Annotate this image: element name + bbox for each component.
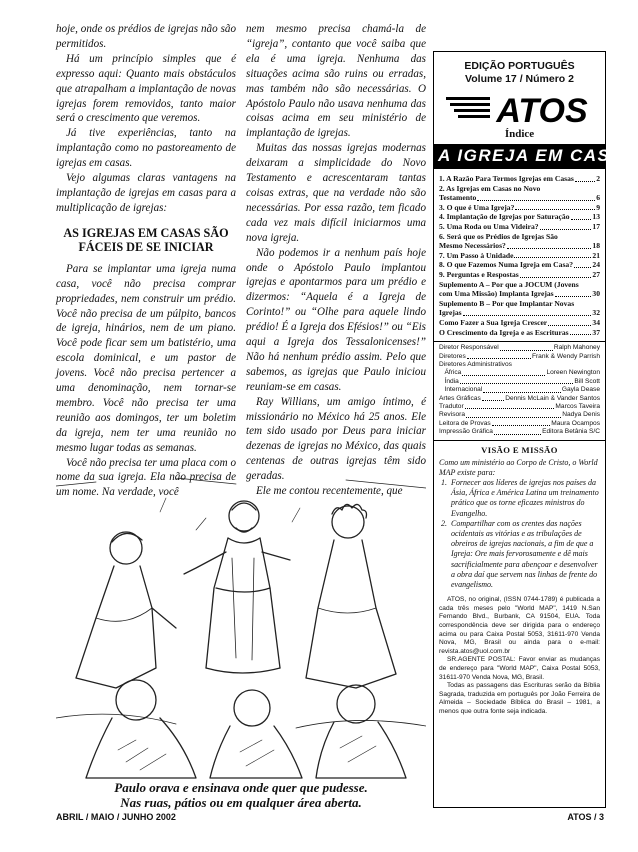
staff-leader: [494, 428, 541, 434]
staff-name: Loreen Newington: [546, 369, 600, 377]
vision-mission: [434, 440, 605, 591]
article-column-2: [246, 22, 426, 499]
staff-row: [439, 395, 600, 403]
paragraph: Você não precisa ter uma placa com o nome da sua igreja. Ela não precisa de um nome. Na verdade, você: [56, 456, 236, 499]
staff-row: [439, 420, 600, 428]
toc-leader: [477, 193, 595, 201]
toc-entry: [439, 241, 600, 251]
staff-role: Artes Gráficas: [439, 394, 481, 402]
toc-leader: [548, 318, 591, 326]
toc-leader: [540, 222, 592, 230]
toc-entry: [439, 289, 600, 299]
mission-item: 2. Compartilhar com os crentes das nações ocidentais as vitórias e as tribulações de obreiros de igrejas nacionais, a fim de que a Igreja: Ore mais fervorosamente e dê mais sacrificialmente para abençoar e desenvolver a obra daí que servem nas linhas de frente do evangelismo.: [449, 519, 600, 590]
toc-entry-title: com Uma Missão) Implanta Igrejas: [439, 289, 554, 299]
paragraph: Já tive experiências, tanto na implantação como no pastoreamento de igrejas em casas.: [56, 127, 236, 170]
staff-name: Editora Betânia S/C: [542, 428, 600, 436]
toc-entry-title: 3. O que é Uma Igreja?: [439, 202, 515, 212]
staff-leader: [462, 369, 545, 375]
toc-entry-page: 9: [596, 202, 600, 212]
toc-entry-title: 5. Uma Roda ou Uma Videira?: [439, 221, 539, 231]
staff-name: Dennis McLain & Vander Santos: [505, 394, 600, 402]
staff-role: Diretor Responsável: [439, 344, 499, 352]
staff-leader: [492, 420, 551, 426]
staff-row: [439, 361, 600, 369]
edition-label: [434, 60, 605, 86]
staff-name: Bill Scott: [574, 377, 600, 385]
paragraph: Ele me contou recentemente, que: [256, 485, 403, 498]
toc-entry-page: 37: [592, 327, 600, 337]
index-title: Índice: [504, 128, 535, 140]
toc-leader: [515, 203, 595, 211]
toc-entry-page: 13: [592, 212, 600, 222]
staff-name: Marcos Taveira: [555, 402, 600, 410]
toc-entry-title: Suplemento B – Por que Implantar Novas: [439, 298, 575, 308]
toc-entry-title: 8. O que Fazemos Numa Igreja em Casa?: [439, 260, 573, 270]
toc-entry-page: 32: [592, 308, 600, 318]
toc-entry: [439, 203, 600, 213]
staff-name: Maura Ocampos: [551, 419, 600, 427]
staff-row: [439, 386, 600, 394]
toc-entry-title: Suplemento A – Por que a JOCUM (Jovens: [439, 279, 579, 289]
mission-title: VISÃO E MISSÃO: [481, 444, 558, 455]
toc-leader: [574, 260, 591, 268]
staff-leader: [467, 353, 531, 359]
paragraph: Ray Willians, um amigo íntimo, é missionário no México há 25 anos. Ele tem sido usado por Deus para iniciar dezenas de igrejas no México, das quais centenas de outras igrejas têm sido geradas.: [246, 395, 426, 483]
illustration-caption-line-2: Nas ruas, pátios ou em qualquer área aberta.: [120, 795, 362, 810]
issue-theme-banner: A IGREJA EM CASAS: [433, 144, 606, 169]
toc-entry: [439, 260, 600, 270]
staff-row: [439, 353, 600, 361]
mission-list: [439, 478, 600, 590]
toc-leader: [575, 174, 595, 182]
logo-wordmark: ATOS: [495, 92, 588, 126]
toc-entry-title: 6. Será que os Prédios de Igrejas São: [439, 231, 558, 241]
staff-row: [439, 369, 600, 377]
toc-entry-title: O Crescimento da Igreja e as Escrituras: [439, 327, 569, 337]
staff-row: [439, 411, 600, 419]
footer-date: ABRIL / MAIO / JUNHO 2002: [56, 812, 176, 822]
staff-leader: [460, 378, 574, 384]
paragraph: Não podemos ir a nenhum país hoje onde o Apóstolo Paulo implantou igrejas e apontarmos para um prédio e dizermos: “Aquela é a Igreja de Corinto!” ou “Olhe para aquele lindo prédio! É a Igreja dos Efésios!” ou “Eis aqui a Igreja dos Tessalonicenses!” Não há nenhum prédio assim. Pelo que sabemos, as igrejas que Paulo iniciou reuniam-se em casas.: [246, 246, 426, 393]
toc-entry-page: 24: [592, 260, 600, 270]
toc-entry-title: 4. Implantação de Igrejas por Saturação: [439, 212, 570, 222]
table-of-contents: [434, 169, 605, 337]
sidebar-box: [433, 51, 637, 808]
paragraph: Vejo algumas claras vantagens na implantação de igrejas em casas para a multiplicação de igrejas:: [56, 172, 236, 214]
toc-entry-title: 9. Perguntas e Respostas: [439, 269, 519, 279]
toc-entry: [439, 270, 600, 280]
staff-name: Gayla Dease: [561, 386, 600, 394]
toc-leader: [570, 328, 592, 336]
staff-name: Frank & Wendy Parrish: [531, 352, 600, 360]
toc-entry-title: Mesmo Necessários?: [439, 241, 506, 251]
illustration-caption-line-1: Paulo orava e ensinava onde quer que pudesse.: [114, 780, 368, 795]
staff-row: [439, 428, 600, 436]
toc-entry-page: 18: [592, 241, 600, 251]
staff-role: Internacional: [439, 386, 483, 394]
toc-entry: [439, 328, 600, 338]
staff-row: [439, 378, 600, 386]
toc-entry-title: Como Fazer a Sua Igreja Crescer: [439, 317, 548, 327]
atos-logo: [446, 92, 594, 126]
toc-entry-page: 2: [596, 174, 600, 183]
staff-role: Diretores Administrativos: [439, 360, 512, 368]
staff-leader: [500, 344, 553, 350]
paragraph: nem mesmo precisa chamá-la de “igreja”, contanto que você saiba que ela é uma igreja. Nenhuma das situações acima são ruins ou erradas, mas também não são necessárias. O Apóstolo Paulo não usava nenhuma das coisas acima em seu ministério de implantação de igrejas.: [246, 23, 426, 140]
toc-entry-page: 34: [592, 317, 600, 327]
toc-entry-page: 27: [592, 269, 600, 279]
mission-item: 1. Fornecer aos líderes de igrejas nos países da Ásia, África e América Latina um treinamento prático que os torne eficazes ministros do Evangelho.: [449, 478, 600, 519]
toc-entry-page: 17: [592, 221, 600, 231]
staff-role: Diretores: [439, 352, 466, 360]
publication-info: [434, 590, 605, 716]
toc-entry-page: 6: [596, 193, 600, 203]
toc-leader: [507, 241, 592, 249]
toc-entry: [439, 193, 600, 203]
toc-leader: [514, 251, 591, 259]
staff-leader: [466, 411, 561, 417]
staff-row: [439, 344, 600, 352]
toc-entry: [439, 280, 600, 290]
staff-name: Ralph Mahoney: [553, 344, 600, 352]
toc-entry-page: 21: [592, 250, 600, 260]
staff-leader: [465, 403, 555, 409]
toc-entry: [439, 308, 600, 318]
staff-name: Nadya Denis: [562, 411, 600, 419]
toc-leader: [520, 270, 592, 278]
scripture-notice: Todas as passagens das Escrituras serão da Bíblia Sagrada, traduzida em português por João Ferreira de Almeida – Sociedade Bíblica do Brasil – 1981, a menos que outra fonte seja indicada.: [439, 682, 600, 715]
toc-leader: [555, 289, 592, 297]
postal-notice: SR.AGENTE POSTAL: Favor enviar as mudanças de endereço para "World MAP", Caixa Postal 5053, 31611-970 Venda Nova, MG, Brasil.: [439, 656, 600, 681]
toc-entry-title: 1. A Razão Para Termos Igrejas em Casas: [439, 174, 574, 183]
toc-entry: [439, 212, 600, 222]
article-column-1: [56, 22, 236, 500]
mission-intro: Como um ministério ao Corpo de Cristo, o World MAP existe para:: [439, 457, 598, 477]
staff-leader: [483, 386, 561, 392]
toc-entry: [439, 251, 600, 261]
publication-paragraph: ATOS, no original, (ISSN 0744-1789) é publicada a cada três meses pelo "World MAP", 1419 N.San Fernando Blvd., Burbank, CA 91504, EUA. Toda correspondência deve ser dirigida para o endereço acima ou para Caixa Postal 5053, 31611-970 Venda Nova, MG, Brasil ou ainda para o e-mail: revista.atos@uol.com.br: [439, 596, 600, 655]
toc-leader: [571, 212, 592, 220]
staff-role: Impressão Gráfica: [439, 428, 493, 436]
paragraph: Muitas das nossas igrejas modernas deixaram a simplicidade do Novo Testamento e acrescentaram tantas coisas extras, que na verdade não são necessárias. Por essa razão, tem ficado cada vez mais difícil iniciarmos uma nova igreja.: [246, 142, 426, 244]
illustration-paul-teaching: [56, 478, 426, 810]
footer-page-number: ATOS / 3: [567, 812, 604, 822]
staff-role: Índia: [439, 377, 459, 385]
toc-entry: [439, 184, 600, 194]
toc-entry-title: 2. As Igrejas em Casas no Novo: [439, 183, 541, 193]
toc-entry-page: 30: [592, 289, 600, 299]
toc-entry-title: Igrejas: [439, 308, 462, 318]
edition-title: EDIÇÃO PORTUGUÊS: [464, 60, 575, 72]
paragraph: Para se implantar uma igreja numa casa, você não precisa comprar propriedades, nem construir um prédio. Você não precisa de um púlpito, bancos de igreja, hinários, nem de um piano. Você pode ficar sem um batistério, uma escola dominical, e um pastor de jovens. Você não precisa pertencer a uma denominação, nem tornar-se membro. Você não precisa ter uma reunião aos domingos, ter um boletim da igreja, nem ter uma reunião no mesmo lugar todas as semanas.: [56, 262, 236, 454]
paragraph: Há um princípio simples que é expresso aqui: Quanto mais obstáculos que atrapalham a implantação de novas igrejas forem removidos, tanto maior será o crescimento que veremos.: [56, 52, 236, 125]
toc-entry: [439, 222, 600, 232]
staff-leader: [482, 395, 504, 401]
toc-entry: [439, 174, 600, 184]
staff-role: Revisora: [439, 411, 466, 419]
toc-entry: [439, 299, 600, 309]
toc-entry-title: Testamento: [439, 193, 477, 203]
toc-entry: [439, 318, 600, 328]
staff-role: Tradutor: [439, 402, 464, 410]
staff-credits: [434, 341, 605, 439]
staff-row: [439, 403, 600, 411]
volume-number: Volume 17 / Número 2: [465, 73, 574, 85]
staff-role: Leitora de Provas: [439, 419, 491, 427]
section-heading: AS IGREJAS EM CASAS SÃO FÁCEIS DE SE INICIAR: [63, 225, 229, 254]
paragraph: hoje, onde os prédios de igrejas não são permitidos.: [56, 23, 236, 50]
staff-role: África: [439, 369, 462, 377]
toc-leader: [463, 308, 592, 316]
toc-entry-title: 7. Um Passo à Unidade: [439, 250, 514, 260]
toc-entry: [439, 232, 600, 242]
